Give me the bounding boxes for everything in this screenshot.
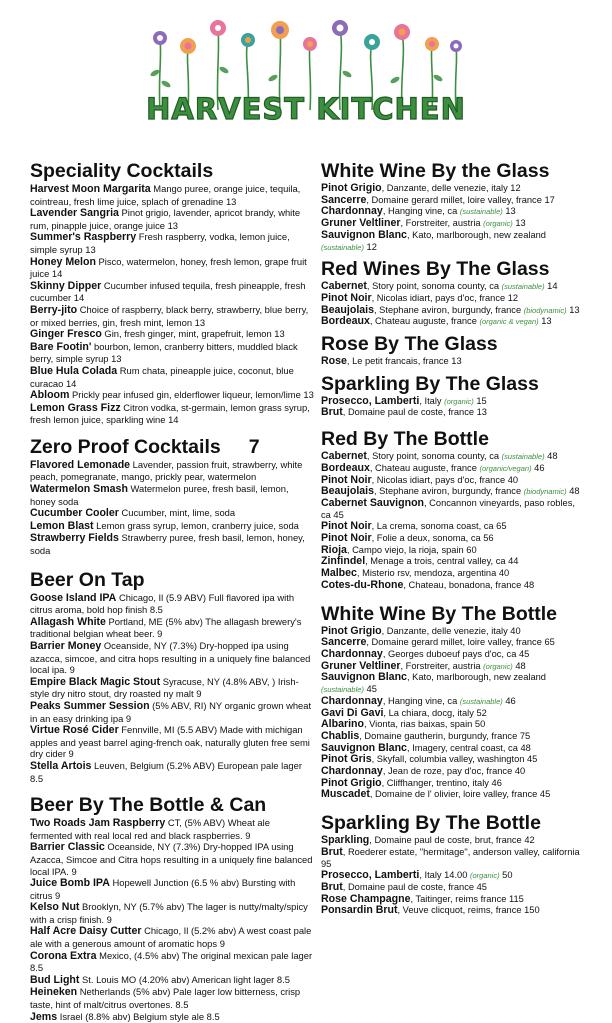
menu-item bbox=[30, 676, 314, 700]
item-description: , Menage a trois, central valley, ca 44 bbox=[365, 556, 519, 567]
item-description: , La chiara, docg, italy 52 bbox=[383, 707, 487, 718]
item-note: (sustainable) bbox=[459, 696, 503, 706]
menu-section-red-glass bbox=[321, 258, 587, 328]
menu-item bbox=[30, 841, 314, 877]
item-name: Bud Light bbox=[30, 973, 80, 986]
item-price: 12 bbox=[363, 241, 377, 252]
item-price: 48 bbox=[512, 660, 526, 671]
menu-item bbox=[321, 407, 587, 419]
menu-item bbox=[30, 256, 314, 280]
item-description: , Danzante, delle venezie, italy 12 bbox=[381, 183, 521, 193]
item-name: Jems bbox=[30, 1010, 58, 1023]
item-price: 14 bbox=[544, 281, 558, 292]
menu-item bbox=[30, 402, 314, 426]
item-description: , Georges duboeuf pays d'oc, ca 45 bbox=[382, 648, 530, 659]
item-description: , Roederer estate, "hermitage", anderson valley, california 95 bbox=[321, 846, 580, 869]
item-description: , Skyfall, columbia valley, washington 45 bbox=[371, 754, 538, 765]
menu-item bbox=[30, 974, 314, 987]
item-name: Pinot Grigio bbox=[321, 182, 382, 194]
section-title: Beer On Tap bbox=[30, 568, 145, 591]
item-description: Mexico, (4.5% abv) The original mexican pale lager 8.5 bbox=[30, 949, 313, 974]
item-description: , Domaine gerard millet, loire valley, france 17 bbox=[366, 194, 555, 205]
item-note: (sustainable) bbox=[321, 685, 364, 695]
menu-item bbox=[30, 986, 314, 1010]
item-description: , La crema, sonoma coast, ca 65 bbox=[371, 521, 507, 532]
item-description: , Domaine paul de coste, brut, france 42 bbox=[369, 835, 535, 846]
item-description: , Vionta, rias baixas, spain 50 bbox=[363, 719, 486, 730]
menu-header bbox=[0, 0, 612, 148]
item-name: Ginger Fresco bbox=[30, 328, 102, 341]
item-name: Sauvignon Blanc bbox=[321, 228, 407, 241]
item-name: Bare Footin' bbox=[30, 340, 92, 353]
item-name: Cucumber Cooler bbox=[30, 507, 119, 520]
menu-item bbox=[30, 207, 314, 231]
item-description: , Italy bbox=[419, 395, 445, 406]
menu-item bbox=[321, 672, 587, 695]
item-name: Chablis bbox=[321, 729, 360, 742]
item-description: , Story point, sonoma county, ca bbox=[366, 281, 502, 292]
item-description: Citron vodka, st-germain, lemon grass syrup, fresh lemon juice, sparkling wine 14 bbox=[30, 401, 310, 426]
menu-section-zero bbox=[30, 436, 314, 557]
item-name: Virtue Rosé Cider bbox=[30, 724, 119, 737]
item-note: (organic) bbox=[469, 871, 500, 881]
item-name: Pinot Gris bbox=[321, 753, 372, 766]
menu-item bbox=[30, 925, 314, 949]
menu-item bbox=[30, 328, 314, 341]
item-name: Brut bbox=[321, 880, 343, 893]
item-description: Pinot grigio, lavender, apricot brandy, white rum, pinapple juice, orange juice 13 bbox=[30, 207, 301, 231]
item-note: (organic) bbox=[483, 661, 513, 671]
item-price: 46 bbox=[502, 695, 516, 706]
item-description: Israel (8.8% abv) Belgium style ale 8.5 bbox=[57, 1010, 220, 1022]
item-description: Chicago, Il (5.2% abv) A west coast pale ale with a generous amount of aromatic hops 9 bbox=[30, 925, 312, 950]
item-name: Sancerre bbox=[321, 636, 367, 649]
item-name: Pinot Grigio bbox=[321, 776, 382, 789]
item-name: Pinot Noir bbox=[321, 520, 372, 533]
section-price: 7 bbox=[248, 435, 260, 458]
item-description: , Folie a deux, sonoma, ca 56 bbox=[371, 533, 494, 544]
section-title: Beer By The Bottle & Can bbox=[30, 794, 267, 817]
item-name: Zinfindel bbox=[321, 555, 366, 568]
item-name: Malbec bbox=[321, 567, 357, 580]
menu-item bbox=[30, 592, 314, 616]
item-description: Portland, ME (5% abv) The allagash brewery's traditional belgian wheat beer. 9 bbox=[30, 615, 302, 640]
item-description: Netherlands (5% abv) Pale lager low bitterness, crisp taste, hint of malt/citrus overtones. 8.5 bbox=[30, 986, 301, 1011]
item-name: Bordeaux bbox=[321, 315, 370, 328]
item-description: Oceanside, NY (7.3%) Dry-hopped IPA using Azacca, Simcoe and Citra hops resulting in a uniquely fine balanced local IPA. 9 bbox=[30, 841, 313, 877]
item-name: Pinot Noir bbox=[321, 532, 372, 545]
item-name: Chardonnay bbox=[321, 205, 383, 218]
menu-item bbox=[30, 616, 314, 640]
item-description: Lemon grass syrup, lemon, cranberry juice, soda bbox=[93, 519, 299, 531]
item-description: Prickly pear infused gin, elderflower liqueur, lemon/lime 13 bbox=[69, 389, 314, 401]
item-price: 50 bbox=[499, 870, 513, 881]
menu-item bbox=[30, 520, 314, 533]
menu-section-spark-bottle bbox=[321, 812, 587, 917]
menu-item bbox=[321, 533, 587, 545]
item-name: Two Roads Jam Raspberry bbox=[30, 817, 166, 830]
item-description: , Chateau auguste, france bbox=[369, 316, 480, 327]
menu-item bbox=[30, 483, 314, 507]
item-description: Choice of raspberry, black berry, strawberry, blue berry, or mixed berries, gin, fresh mint, lemon 13 bbox=[30, 303, 309, 328]
item-note: (sustainable) bbox=[321, 242, 364, 252]
item-description: , Nicolas idiart, pays d'oc, france 12 bbox=[371, 292, 519, 303]
item-description: , Domaine gautherin, burgundy, france 75 bbox=[359, 730, 531, 741]
item-description: , Stephane aviron, burgundy, france bbox=[374, 304, 524, 315]
item-name: Empire Black Magic Stout bbox=[30, 675, 161, 688]
item-note: (organic & vegan) bbox=[479, 317, 539, 327]
item-name: Beaujolais bbox=[321, 303, 374, 316]
item-name: Barrier Classic bbox=[30, 841, 105, 854]
section-title: Rose By The Glass bbox=[321, 333, 498, 356]
menu-item bbox=[321, 230, 587, 253]
item-note: (sustainable) bbox=[501, 452, 545, 462]
item-name: Chardonnay bbox=[321, 694, 383, 707]
menu-item bbox=[30, 760, 314, 784]
menu-item bbox=[321, 556, 587, 568]
menu-section-tap bbox=[30, 569, 314, 785]
menu-item bbox=[30, 724, 314, 760]
menu-item bbox=[321, 847, 587, 870]
left-column bbox=[30, 160, 314, 1023]
menu-item bbox=[30, 700, 314, 724]
menu-item bbox=[30, 231, 314, 255]
item-description: Oceanside, NY (7.3%) Dry-hopped ipa using azacca, simcoe, and citra hops resulting in a uniquely fine balanced local ipa. 9 bbox=[30, 640, 311, 676]
item-price: 13 bbox=[566, 304, 580, 315]
item-description: Gin, fresh ginger, mint, grapefruit, lemon 13 bbox=[101, 328, 285, 340]
menu-item bbox=[321, 870, 587, 882]
item-description: Fresh raspberry, vodka, lemon juice, simple syrup 13 bbox=[30, 231, 290, 255]
menu-item bbox=[30, 341, 314, 365]
section-title: Speciality Cocktails bbox=[30, 160, 214, 182]
item-name: Skinny Dipper bbox=[30, 279, 102, 292]
section-title: Sparkling By The Bottle bbox=[321, 812, 541, 835]
menu-item bbox=[321, 316, 587, 328]
item-name: Strawberry Fields bbox=[30, 532, 119, 545]
item-description: Cucumber, mint, lime, soda bbox=[118, 507, 236, 519]
item-name: Harvest Moon Margarita bbox=[30, 183, 151, 195]
item-description: (5% ABV, RI) NY organic grown wheat in an easy drinking ipa 9 bbox=[30, 699, 312, 724]
menu-item bbox=[30, 389, 314, 402]
item-name: Rose bbox=[321, 355, 347, 368]
item-description: Leuven, Belgium (5.2% ABV) European pale lager 8.5 bbox=[30, 759, 302, 784]
item-name: Cabernet Sauvignon bbox=[321, 496, 425, 509]
item-description: , Forstreiter, austria bbox=[400, 218, 484, 229]
item-name: Brut bbox=[321, 845, 343, 858]
item-description: , Concannon vineyards, paso robles, ca 45 bbox=[321, 497, 575, 520]
right-column bbox=[321, 160, 587, 917]
item-name: Blue Hula Colada bbox=[30, 364, 118, 377]
item-note: (organic/vegan) bbox=[479, 463, 532, 473]
menu-item bbox=[30, 183, 314, 207]
menu-item bbox=[321, 356, 587, 368]
menu-section-spark-glass bbox=[321, 373, 587, 419]
menu-section-white-glass bbox=[321, 160, 587, 253]
item-name: Albarino bbox=[321, 718, 364, 731]
menu-item bbox=[321, 719, 587, 731]
item-description: , Hanging vine, ca bbox=[382, 695, 460, 706]
item-description: , Le petit francais, france 13 bbox=[346, 356, 462, 367]
item-price: 48 bbox=[544, 451, 558, 462]
restaurant-name: HARVEST KITCHEN bbox=[146, 92, 466, 126]
menu-section-speciality bbox=[30, 160, 314, 426]
item-price: 45 bbox=[363, 684, 377, 695]
item-price: 13 bbox=[538, 316, 552, 327]
item-price: 15 bbox=[473, 395, 487, 406]
item-description: Strawberry puree, fresh basil, lemon, honey, soda bbox=[30, 532, 305, 557]
item-price: 46 bbox=[531, 462, 545, 473]
item-description: Watermelon puree, fresh basil, lemon, honey soda bbox=[30, 483, 289, 507]
item-price: 48 bbox=[566, 486, 580, 497]
section-title: Red By The Bottle bbox=[321, 428, 489, 451]
item-name: Sauvignon Blanc bbox=[321, 671, 407, 684]
menu-item bbox=[30, 532, 314, 556]
item-name: Barrier Money bbox=[30, 640, 102, 652]
item-description: CT, (5% ABV) Wheat ale fermented with real local red and black raspberries. 9 bbox=[30, 817, 270, 841]
item-description: , Chateau, bonadona, france 48 bbox=[403, 579, 535, 590]
item-note: (organic) bbox=[483, 219, 513, 229]
item-name: Berry-jito bbox=[30, 303, 78, 316]
item-name: Chardonnay bbox=[321, 765, 383, 778]
item-name: Lemon Blast bbox=[30, 519, 94, 532]
item-price: 13 bbox=[502, 206, 516, 217]
item-note: (organic) bbox=[444, 396, 474, 406]
menu-item bbox=[30, 950, 314, 974]
item-name: Abloom bbox=[30, 389, 70, 402]
item-description: Mango puree, orange juice, tequila, cointreau, fresh lime juice, splach of grenadine 13 bbox=[30, 183, 301, 207]
item-name: Stella Artois bbox=[30, 759, 92, 772]
item-name: Sancerre bbox=[321, 193, 367, 206]
item-name: Bordeaux bbox=[321, 461, 370, 474]
menu-item bbox=[30, 280, 314, 304]
item-name: Beaujolais bbox=[321, 485, 374, 498]
item-name: Pinot Grigio bbox=[321, 624, 382, 637]
item-name: Rose Champagne bbox=[321, 892, 411, 905]
menu-item bbox=[321, 789, 587, 801]
item-description: , Domaine paul de coste, france 13 bbox=[342, 407, 487, 418]
item-description: , Domaine paul de coste, france 45 bbox=[342, 881, 487, 892]
item-description: , Chateau auguste, france bbox=[369, 462, 480, 473]
menu-section-white-bottle bbox=[321, 603, 587, 802]
item-name: Peaks Summer Session bbox=[30, 699, 150, 712]
item-description: , Story point, sonoma county, ca bbox=[366, 451, 502, 462]
item-description: , Domaine gerard millet, loire valley, france 65 bbox=[366, 637, 555, 648]
item-price: 13 bbox=[512, 218, 526, 229]
item-description: , Forstreiter, austria bbox=[400, 660, 484, 671]
menu-item bbox=[30, 901, 314, 925]
item-description: , Jean de roze, pay d'oc, france 40 bbox=[382, 766, 526, 777]
item-description: St. Louis MO (4.20% abv) American light lager 8.5 bbox=[79, 973, 290, 985]
item-name: Chardonnay bbox=[321, 647, 383, 660]
item-name: Sauvignon Blanc bbox=[321, 741, 407, 754]
menu-item bbox=[30, 507, 314, 520]
item-name: Lemon Grass Fizz bbox=[30, 401, 121, 414]
item-name: Prosecco, Lamberti bbox=[321, 869, 420, 882]
item-description: Cucumber infused tequila, fresh pineapple, fresh cucumber 14 bbox=[30, 279, 306, 304]
item-name: Kelso Nut bbox=[30, 901, 80, 914]
item-note: (sustainable) bbox=[459, 207, 503, 217]
item-note: (sustainable) bbox=[501, 282, 545, 292]
item-description: , Imagery, central coast, ca 48 bbox=[406, 742, 531, 753]
item-name: Rioja bbox=[321, 543, 347, 556]
item-note: (biodynamic) bbox=[523, 487, 567, 497]
menu-item bbox=[321, 498, 587, 521]
item-name: Juice Bomb IPA bbox=[30, 877, 110, 890]
section-title: Sparkling By The Glass bbox=[321, 372, 539, 395]
item-name: Allagash White bbox=[30, 615, 106, 628]
item-description: Lavender, passion fruit, strawberry, white peach, pomegranate, mango, prickly pear, watermelon bbox=[30, 458, 303, 483]
menu-item bbox=[321, 396, 587, 408]
menu-item bbox=[321, 905, 587, 917]
item-name: Pinot Noir bbox=[321, 473, 372, 486]
menu-section-bottle bbox=[30, 794, 314, 1023]
item-name: Half Acre Daisy Cutter bbox=[30, 925, 142, 938]
item-description: Hopewell Junction (6.5 % abv) Bursting with citrus 9 bbox=[30, 877, 296, 901]
section-title: Red Wines By The Glass bbox=[321, 258, 550, 281]
menu-item bbox=[30, 365, 314, 389]
item-description: , Campo viejo, la rioja, spain 60 bbox=[346, 544, 477, 555]
menu-item bbox=[30, 1011, 314, 1023]
item-name: Cotes-du-Rhone bbox=[321, 578, 404, 591]
item-name: Goose Island IPA bbox=[30, 591, 117, 604]
item-name: Ponsardin Brut bbox=[321, 904, 398, 917]
item-description: Syracuse, NY (4.8% ABV, ) Irish-style dry nitro stout, dry roasted ny malt 9 bbox=[30, 675, 299, 700]
item-description: , Cliffhanger, trentino, italy 46 bbox=[381, 777, 502, 788]
item-description: Chicago, Il (5.9 ABV) Full flavored ipa with citrus aroma, bold hop finish 8.5 bbox=[30, 591, 295, 616]
item-description: , Domaine de l' olivier, loire valley, france 45 bbox=[369, 789, 551, 800]
item-name: Muscadet bbox=[321, 788, 370, 801]
item-name: Sparkling bbox=[321, 834, 370, 847]
item-description: , Nicolas idiart, pays d'oc, france 40 bbox=[371, 474, 519, 485]
menu-item bbox=[30, 459, 314, 483]
menu-item bbox=[321, 580, 587, 592]
item-name: Prosecco, Lamberti bbox=[321, 394, 420, 407]
section-title: White Wine By the Glass bbox=[321, 160, 550, 182]
item-name: Summer's Raspberry bbox=[30, 231, 137, 244]
menu-section-rose-glass bbox=[321, 333, 587, 368]
item-description: , Italy 14.00 bbox=[419, 870, 470, 881]
item-description: Brooklyn, NY (5.7% abv) The lager is nutty/malty/spicy with a crisp finish. 9 bbox=[30, 901, 308, 925]
item-description: Pisco, watermelon, honey, fresh lemon, grape fruit juice 14 bbox=[30, 255, 307, 280]
section-title: White Wine By The Bottle bbox=[321, 602, 557, 625]
item-name: Pinot Noir bbox=[321, 291, 372, 304]
section-title: Zero Proof Cocktails 7 bbox=[30, 435, 260, 458]
item-name: Honey Melon bbox=[30, 255, 96, 268]
item-description: , Stephane aviron, burgundy, france bbox=[374, 486, 524, 497]
item-description: bourbon, lemon, cranberry bitters, muddled black berry, simple syrup 13 bbox=[30, 340, 298, 365]
item-name: Heineken bbox=[30, 986, 78, 999]
menu-item bbox=[30, 877, 314, 901]
item-description: , Hanging vine, ca bbox=[382, 206, 460, 217]
item-note: (biodynamic) bbox=[523, 305, 567, 315]
item-description: , Danzante, delle venezie, italy 40 bbox=[381, 625, 521, 636]
item-name: Gruner Veltliner bbox=[321, 217, 401, 230]
item-description: , Veuve clicquot, reims, france 150 bbox=[397, 905, 540, 916]
item-name: Cabernet bbox=[321, 450, 367, 463]
item-name: Cabernet bbox=[321, 280, 367, 293]
item-description: Fennville, MI (5.5 ABV) Made with michigan apples and yeast barrel aging-french oak, naturally gluten free semi dry cider 9 bbox=[30, 724, 310, 760]
item-name: Brut bbox=[321, 406, 343, 419]
menu-item bbox=[30, 304, 314, 328]
item-description: Rum chata, pineapple juice, coconut, blue curacao 14 bbox=[30, 364, 294, 389]
menu-item bbox=[30, 817, 314, 841]
menu-section-red-bottle bbox=[321, 428, 587, 591]
item-description: , Misterio rsv, mendoza, argentina 40 bbox=[356, 568, 510, 579]
item-name: Gruner Veltliner bbox=[321, 659, 401, 672]
item-description: , Kato, marlborough, new zealand bbox=[406, 229, 546, 240]
item-description: , Taitinger, reims france 115 bbox=[410, 893, 524, 904]
item-name: Flavored Lemonade bbox=[30, 458, 131, 471]
item-name: Gavi Di Gavi bbox=[321, 706, 384, 719]
item-name: Corona Extra bbox=[30, 949, 97, 962]
item-name: Lavender Sangria bbox=[30, 207, 119, 220]
menu-item bbox=[321, 835, 587, 847]
menu-item bbox=[30, 640, 314, 676]
item-name: Watermelon Smash bbox=[30, 483, 128, 496]
item-description: , Kato, marlborough, new zealand bbox=[406, 672, 546, 683]
